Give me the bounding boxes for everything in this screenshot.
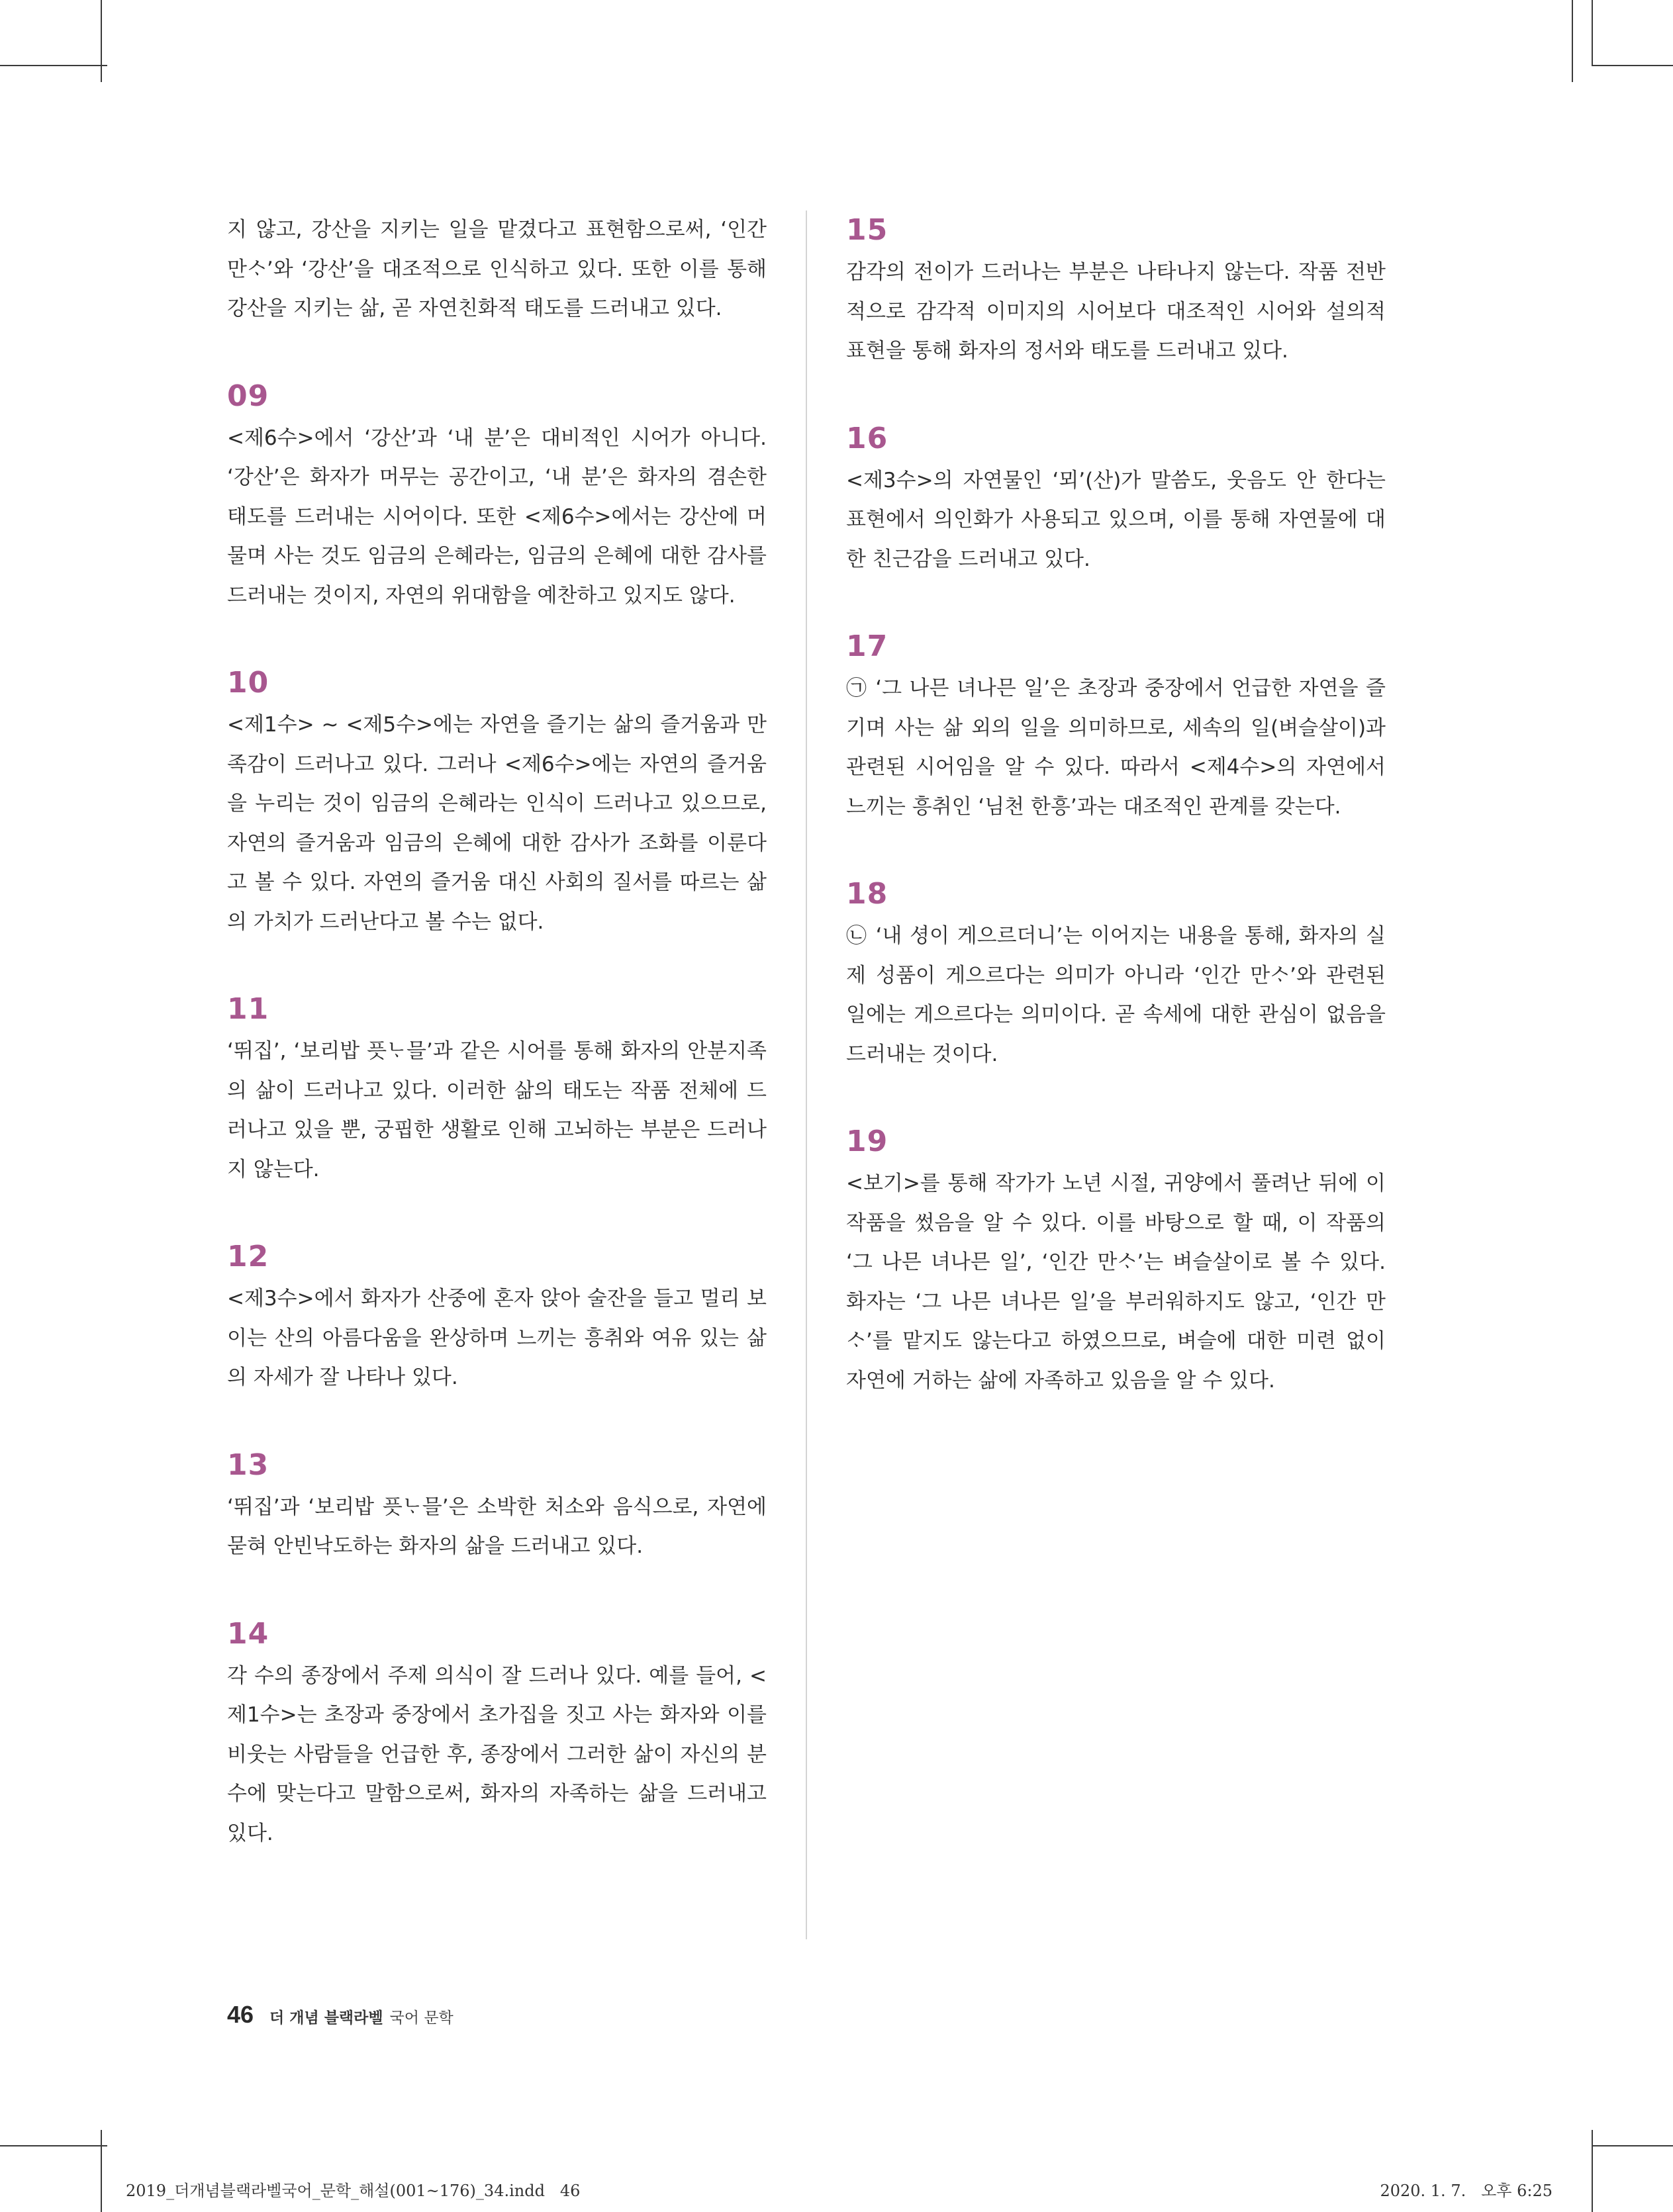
answer-text: <보기>를 통해 작가가 노년 시절, 귀양에서 풀려난 뒤에 이 작품을 썼음을 알 수 있다. 이를 바탕으로 할 때, 이 작품의 ‘그 나믄 녀나믄 일’, ‘인간 만ᄉᆞ’는 벼슬살이로 볼 수 있다. 화자는 ‘그 나믄 녀나믄 일’을 부러워하지도 않고, ‘인간 만ᄉᆞ’를 맡지도 않는다고 하였으므로, 벼슬에 대한 미련 없이 자연에 거하는 삶에 자족하고 있음을 알 수 있다. [846,1172,1386,1393]
question-number: 17 [846,629,888,663]
answer-text: 감각의 전이가 드러나는 부분은 나타나지 않는다. 작품 전반적으로 감각적 이미지의 시어보다 대조적인 시어와 설의적 표현을 통해 화자의 정서와 태도를 드러내고 있다. [846,260,1386,363]
crop-mark-top-left-h [0,65,107,66]
crop-mark-bottom-left-v [101,2130,102,2212]
print-slug-file: 2019_더개념블랙라벨국어_문학_해설(001~176)_34.indd 46 [126,2182,581,2200]
right-column [846,210,1386,1448]
answer-text: <제3수>의 자연물인 ‘뫼’(산)가 말씀도, 웃음도 안 한다는 표현에서 의인화가 사용되고 있으며, 이를 통해 자연물에 대한 친근감을 드러내고 있다. [846,468,1386,571]
question-number: 12 [227,1240,269,1273]
answer-text: <제3수>에서 화자가 산중에 혼자 앉아 술잔을 들고 멀리 보이는 산의 아름다움을 완상하며 느끼는 흥취와 여유 있는 삶의 자세가 잘 나타나 있다. [227,1287,767,1389]
crop-mark-bottom-right-h [1592,2145,1673,2146]
crop-mark-bottom-left-h [0,2145,107,2146]
answer-text: ㉡ ‘내 셩이 게으르더니’는 이어지는 내용을 통해, 화자의 실제 성품이 게으르다는 의미가 아니라 ‘인간 만ᄉᆞ’와 관련된 일에는 게으르다는 의미이다. 곧 속세에 대한 관심이 없음을 드러내는 것이다. [846,924,1386,1066]
answer-text: 각 수의 종장에서 주제 의식이 잘 드러나 있다. 예를 들어, <제1수>는 초장과 중장에서 초가집을 짓고 사는 화자와 이를 비웃는 사람들을 언급한 후, 종장에서 그러한 삶이 자신의 분수에 맞는다고 말함으로써, 화자의 자족하는 삶을 드러내고 있다. [227,1663,767,1845]
crop-mark-top-left-v [101,0,102,82]
answer-09 [227,377,767,616]
answer-11 [227,990,767,1189]
crop-mark-top-right-v [1572,0,1573,82]
crop-mark-top-right-h [1592,65,1673,66]
question-number: 18 [846,877,888,911]
answer-text: ㉠ ‘그 나믄 녀나믄 일’은 초장과 중장에서 언급한 자연을 즐기며 사는 삶 외의 일을 의미하므로, 세속의 일(벼슬살이)과 관련된 시어임을 알 수 있다. 따라서 <제4수>의 자연에서 느끼는 흥취인 ‘님천 한흥’과는 대조적인 관계를 갖는다. [846,676,1386,819]
answer-19 [846,1122,1386,1401]
question-number: 09 [227,379,269,413]
answer-13 [227,1446,767,1567]
crop-mark-bottom-right-v [1592,2130,1593,2212]
answer-14 [227,1614,767,1854]
answer-16 [846,419,1386,580]
answer-text: ‘뛰집’, ‘보리밥 픗ᄂᆞ믈’과 같은 시어를 통해 화자의 안분지족의 삶이 드러나고 있다. 이러한 삶의 태도는 작품 전체에 드러나고 있을 뿐, 궁핍한 생활로 인해 고뇌하는 부분은 드러나지 않는다. [227,1039,767,1181]
answer-12 [227,1237,767,1398]
crop-mark-top-right-v2 [1592,0,1593,66]
question-number: 15 [846,213,888,247]
book-title: 더 개념 블랙라벨 [269,2009,383,2027]
answer-text: ‘뛰집’과 ‘보리밥 픗ᄂᆞ믈’은 소박한 처소와 음식으로, 자연에 묻혀 안빈낙도하는 화자의 삶을 드러내고 있다. [227,1495,767,1558]
question-number: 10 [227,666,269,700]
answer-text: <제1수> ~ <제5수>에는 자연을 즐기는 삶의 즐거움과 만족감이 드러나고 있다. 그러나 <제6수>에는 자연의 즐거움을 누리는 것이 임금의 은혜라는 인식이 드러나고 있으므로, 자연의 즐거움과 임금의 은혜에 대한 감사가 조화를 이룬다고 볼 수 있다. 자연의 즐거움 대신 사회의 질서를 따르는 삶의 가치가 드러난다고 볼 수는 없다. [227,713,767,934]
book-subtitle: 국어 문학 [389,2009,454,2027]
question-number: 11 [227,992,269,1026]
answer-17 [846,627,1386,827]
question-number: 16 [846,421,888,455]
question-number: 19 [846,1125,888,1158]
left-column [227,210,767,1901]
question-number: 14 [227,1616,269,1651]
print-slug-date: 2020. 1. 7. 오후 6:25 [1380,2182,1553,2200]
page-footer [227,2001,454,2029]
answer-text: <제6수>에서 ‘강산’과 ‘내 분’은 대비적인 시어가 아니다. ‘강산’은 화자가 머무는 공간이고, ‘내 분’은 화자의 겸손한 태도를 드러내는 시어이다. 또한 <제6수>에서는 강산에 머물며 사는 것도 임금의 은혜라는, 임금의 은혜에 대한 감사를 드러내는 것이지, 자연의 위대함을 예찬하고 있지도 않다. [227,426,767,608]
continuation-text: 지 않고, 강산을 지키는 일을 맡겼다고 표현함으로써, ‘인간 만ᄉᆞ’와 ‘강산’을 대조적으로 인식하고 있다. 또한 이를 통해 강산을 지키는 삶, 곧 자연친화적 태도를 드러내고 있다. [227,218,767,320]
question-number: 13 [227,1448,269,1482]
answer-10 [227,663,767,942]
answer-18 [846,874,1386,1074]
page-number: 46 [227,2001,254,2028]
column-divider [806,210,807,1939]
answer-15 [846,210,1386,371]
